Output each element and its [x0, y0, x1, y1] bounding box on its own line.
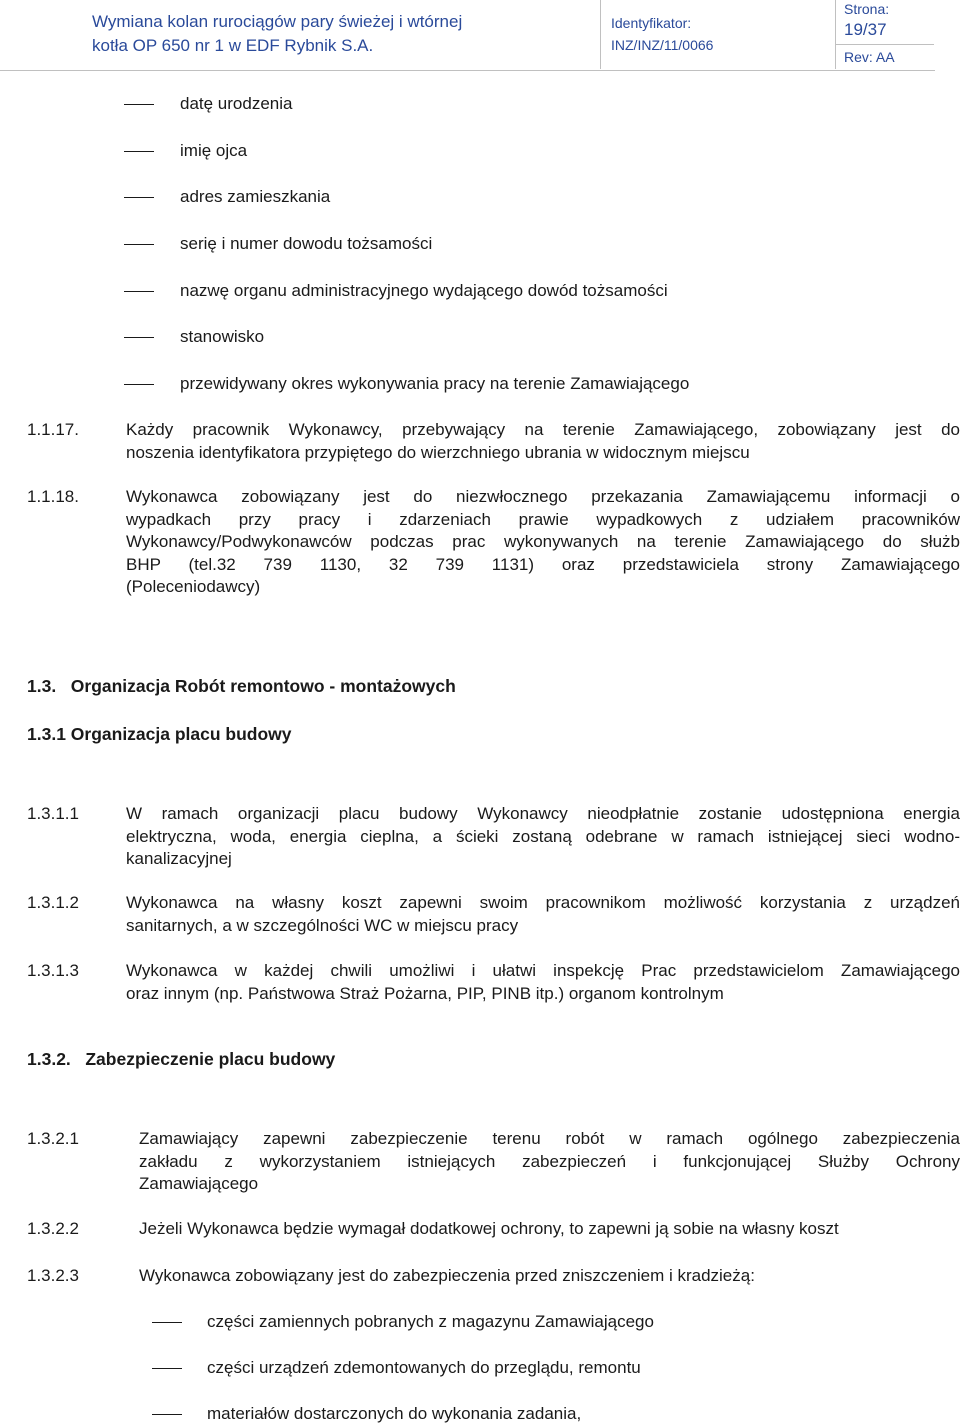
- section-heading-1-3-2: [27, 1049, 335, 1070]
- dash-bullet: [124, 384, 154, 385]
- section-heading-1-3: [27, 676, 456, 697]
- list-item: części urządzeń zdemontowanych do przeglądu, remontu: [207, 1358, 641, 1377]
- paragraph-text: [126, 892, 960, 937]
- revision-value: Rev: AA: [844, 49, 895, 65]
- paragraph-number: 1.1.18.: [27, 487, 79, 506]
- header-identifier-cell: [601, 0, 836, 69]
- paragraph-text: [126, 419, 960, 464]
- list-item: części zamiennych pobranych z magazynu Zamawiającego: [207, 1312, 654, 1331]
- paragraph-text: [126, 803, 960, 871]
- list-item: adres zamieszkania: [180, 187, 331, 206]
- revision-cell: [836, 44, 934, 70]
- paragraph-number: 1.3.1.1: [27, 804, 79, 823]
- dash-bullet: [124, 337, 154, 338]
- identifier-value: INZ/INZ/11/0066: [611, 37, 714, 53]
- paragraph-line: kanalizacyjnej: [126, 849, 232, 868]
- list-item: nazwę organu administracyjnego wydającego dowód tożsamości: [180, 281, 668, 300]
- paragraph-line: zakładu z wykorzystaniem istniejących zabezpieczeń i funkcjonującej Służby Ochrony: [139, 1151, 960, 1171]
- dash-bullet: [152, 1322, 182, 1323]
- paragraph-line: noszenia identyfikatora przypiętego do wierzchniego ubrania w widocznym miejscu: [126, 442, 750, 462]
- paragraph-line: Wykonawca zobowiązany jest do zabezpieczenia przed zniszczeniem i kradzieżą:: [139, 1266, 755, 1285]
- paragraph-line: sanitarnych, a w szczególności WC w miejscu pracy: [126, 915, 519, 935]
- heading-text: 1.3.2. Zabezpieczenie placu budowy: [27, 1049, 336, 1069]
- paragraph-number: 1.3.2.1: [27, 1129, 79, 1148]
- paragraph-line: elektryczna, woda, energia cieplna, a ścieki zostaną odebrane w ramach istniejącej sieci wodno-: [126, 826, 960, 846]
- list-item: imię ojca: [180, 141, 248, 160]
- list-item: stanowisko: [180, 327, 265, 346]
- section-heading-1-3-1: 1.3.1 Organizacja placu budowy: [27, 724, 292, 744]
- dash-bullet: [124, 151, 154, 152]
- paragraph-number: 1.1.17.: [27, 420, 79, 439]
- paragraph-line: Zamawiający zapewni zabezpieczenie terenu robót w ramach ogólnego zabezpieczenia: [139, 1129, 960, 1148]
- list-item: przewidywany okres wykonywania pracy na terenie Zamawiającego: [180, 374, 690, 393]
- paragraph-line: Wykonawcy/Podwykonawców podczas prac wykonywanych na terenie Zamawiającego do służb: [126, 532, 960, 551]
- heading-text: 1.3. Organizacja Robót remontowo - montażowych: [27, 676, 456, 696]
- page-number: 19/37: [844, 20, 887, 39]
- paragraph-text: [126, 486, 960, 599]
- paragraph-line: BHP (tel.32 739 1130, 32 739 1131) oraz przedstawiciela strony Zamawiającego: [126, 554, 960, 574]
- paragraph-line: Każdy pracownik Wykonawcy, przebywający na terenie Zamawiającego, zobowiązany jest do: [126, 420, 960, 439]
- header-title-line2: kotła OP 650 nr 1 w EDF Rybnik S.A.: [92, 36, 374, 55]
- header-title-line1: Wymiana kolan rurociągów pary świeżej i wtórnej: [92, 12, 463, 31]
- paragraph-line: Zamawiającego: [139, 1174, 259, 1193]
- dash-bullet: [152, 1414, 182, 1415]
- list-item: datę urodzenia: [180, 94, 293, 113]
- paragraph-text: [139, 1265, 960, 1288]
- paragraph-text: [126, 960, 960, 1005]
- identifier-label: Identyfikator:: [611, 15, 692, 31]
- header-page-cell: [836, 0, 934, 69]
- paragraph-line: Wykonawca w każdej chwili umożliwi i ułatwi inspekcję Prac przedstawicielom Zamawiającego: [126, 961, 960, 980]
- paragraph-line: oraz innym (np. Państwowa Straż Pożarna, PIP, PINB itp.) organom kontrolnym: [126, 983, 724, 1003]
- paragraph-text: [139, 1128, 960, 1196]
- paragraph-line: Jeżeli Wykonawca będzie wymagał dodatkowej ochrony, to zapewni ją sobie na własny koszt: [139, 1219, 839, 1238]
- page-label: Strona:: [844, 1, 890, 17]
- paragraph-number: 1.3.2.3: [27, 1266, 79, 1285]
- paragraph-line: (Poleceniodawcy): [126, 577, 261, 596]
- list-item: materiałów dostarczonych do wykonania zadania,: [207, 1404, 582, 1423]
- paragraph-number: 1.3.2.2: [27, 1219, 79, 1238]
- paragraph-line: wypadkach przy pracy i zdarzeniach prawie wypadkowych z udziałem pracowników: [126, 509, 960, 529]
- dash-bullet: [124, 197, 154, 198]
- list-item: serię i numer dowodu tożsamości: [180, 234, 433, 253]
- header-title-cell: [0, 0, 601, 69]
- dash-bullet: [124, 244, 154, 245]
- paragraph-line: Wykonawca na własny koszt zapewni swoim pracownikom możliwość korzystania z urządzeń: [126, 893, 960, 912]
- document-header: [0, 0, 935, 71]
- paragraph-text: [139, 1218, 960, 1241]
- paragraph-line: W ramach organizacji placu budowy Wykonawcy nieodpłatnie zostanie udostępniona energia: [126, 804, 960, 823]
- dash-bullet: [124, 291, 154, 292]
- paragraph-number: 1.3.1.3: [27, 961, 79, 980]
- paragraph-line: Wykonawca zobowiązany jest do niezwłocznego przekazania Zamawiającemu informacji o: [126, 487, 960, 506]
- dash-bullet: [124, 104, 154, 105]
- dash-bullet: [152, 1368, 182, 1369]
- paragraph-number: 1.3.1.2: [27, 893, 79, 912]
